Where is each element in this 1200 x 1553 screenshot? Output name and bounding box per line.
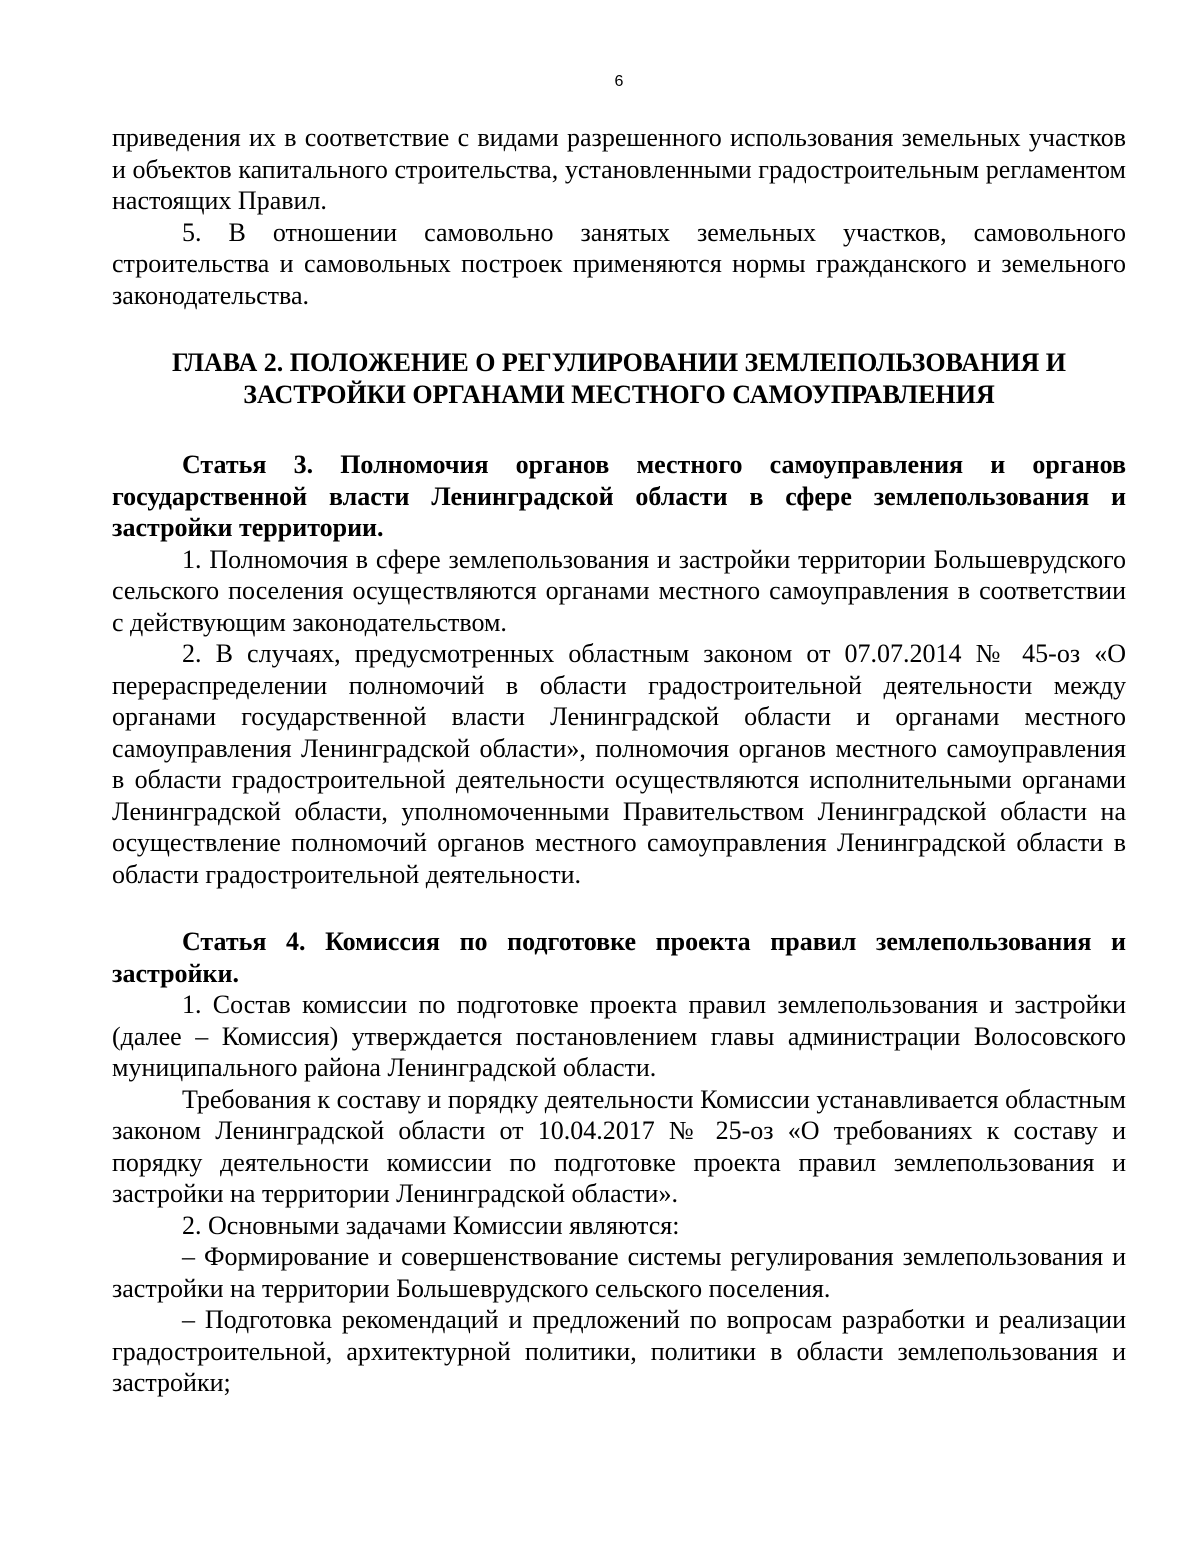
document-body (112, 122, 1126, 1399)
article-4-title: Статья 4. Комиссия по подготовке проекта правил землепользования и застройки. (112, 927, 1126, 988)
paragraph-continuation: приведения их в соответствие с видами разрешенного использования земельных участков и объектов капитального строительства, установленными градостроительным регламентом настоящих Правил. (112, 123, 1126, 215)
article-4-list-item-2: – Подготовка рекомендаций и предложений по вопросам разработки и реализации градостроительной, архитектурной политики, политики в области землепользования и застройки; (112, 1305, 1126, 1397)
article-3-paragraph-1: 1. Полномочия в сфере землепользования и застройки территории Большеврудского сельского поселения осуществляются органами местного самоуправления в соответствии с действующим законодательством. (112, 544, 1126, 637)
chapter-heading (112, 347, 1126, 411)
page-number: 6 (614, 73, 624, 90)
paragraph-item-5: 5. В отношении самовольно занятых земельных участков, самовольного строительства и самовольных построек применяются нормы гражданского и земельного законодательства. (112, 217, 1126, 310)
article-4-paragraph-3: 2. Основными задачами Комиссии являются: (182, 1210, 680, 1240)
article-4-paragraph-2: Требования к составу и порядку деятельности Комиссии устанавливается областным законом Ленинградской области от 10.04.2017 № 25-оз «О требованиях к составу и порядку деятельности комиссии по подготовке проекта правил землепользования и застройки на территории Ленинградской области». (112, 1084, 1126, 1208)
article-4-list-item-1: – Формирование и совершенствование системы регулирования землепользования и застройки на территории Большеврудского сельского поселения. (112, 1242, 1126, 1303)
chapter-heading-line-2: ЗАСТРОЙКИ ОРГАНАМИ МЕСТНОГО САМОУПРАВЛЕНИЯ (243, 380, 995, 409)
chapter-heading-line-1: ГЛАВА 2. ПОЛОЖЕНИЕ О РЕГУЛИРОВАНИИ ЗЕМЛЕПОЛЬЗОВАНИЯ И (172, 348, 1066, 377)
article-3-title: Статья 3. Полномочия органов местного самоуправления и органов государственной власти Ленинградской области в сфере землепользования и застройки территории. (112, 450, 1126, 542)
article-4-paragraph-1: 1. Состав комиссии по подготовке проекта правил землепользования и застройки (далее – Комиссия) утверждается постановлением главы администрации Волосовского муниципального района Ленинградской области. (112, 990, 1126, 1082)
article-3-paragraph-2: 2. В случаях, предусмотренных областным законом от 07.07.2014 № 45-оз «О перераспределении полномочий в области градостроительной деятельности между органами государственной власти Ленинградской области и органами местного самоуправления Ленинградской области», полномочия органов местного самоуправления в области градостроительной деятельности осуществляются исполнительными органами Ленинградской области, уполномоченными Правительством Ленинградской области на осуществление полномочий органов местного самоуправления Ленинградской области в области градостроительной деятельности. (112, 639, 1126, 889)
